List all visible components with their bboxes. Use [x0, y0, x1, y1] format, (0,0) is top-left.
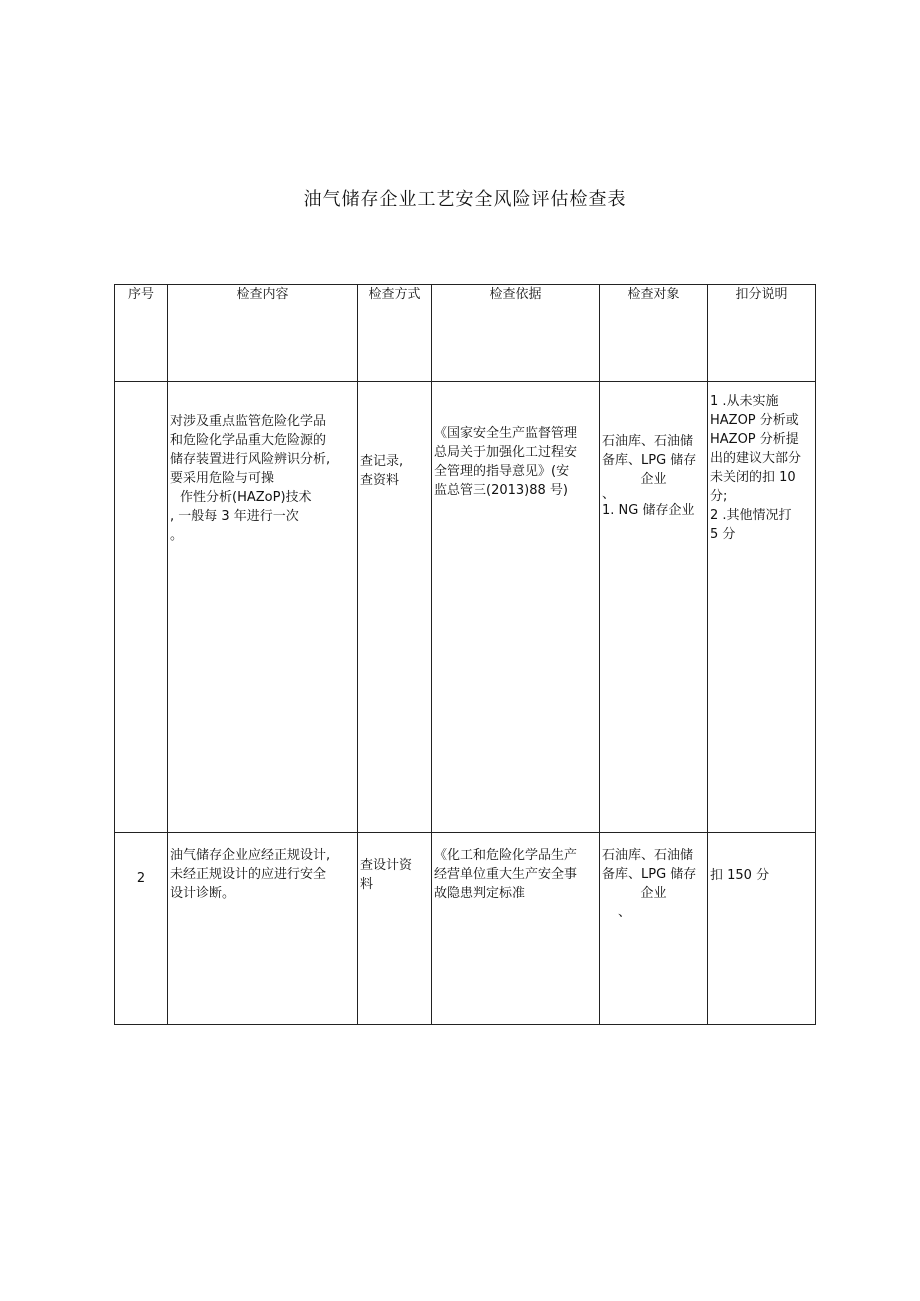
header-basis: 检查依据	[432, 285, 600, 382]
row2-deduction: 扣 150 分	[708, 833, 816, 1025]
header-target: 检查对象	[600, 285, 708, 382]
row2-target: 石油库、石油储 备库、LPG 储存 企业 、	[600, 833, 708, 1025]
row1-content: 对涉及重点监管危险化学品 和危险化学品重大危险源的 储存装置进行风险辨识分析, 要采用危险与可操 作性分析(HAZoP)技术 , 一般每 3 年进行一次 。	[168, 382, 358, 833]
row1-seq	[115, 382, 168, 833]
document-title: 油气储存企业工艺安全风险评估检查表	[303, 189, 627, 210]
row1-method: 查记录, 查资料	[358, 382, 432, 833]
row2-seq: 2	[115, 833, 168, 1025]
row1-basis: 《国家安全生产监督管理 总局关于加强化工过程安 全管理的指导意见》(安 监总管三(2013)88 号)	[432, 382, 600, 833]
row1-target: 石油库、石油储 备库、LPG 储存 企业 、 1. NG 储存企业	[600, 382, 708, 833]
header-seq: 序号	[115, 285, 168, 382]
table-row	[115, 833, 816, 1025]
header-deduction: 扣分说明	[708, 285, 816, 382]
inspection-table	[114, 284, 816, 1025]
row1-deduction: 1 .从未实施 HAZOP 分析或 HAZOP 分析提 出的建议大部分 未关闭的扣 10 分; 2 .其他情况打 5 分	[708, 382, 816, 833]
table-row	[115, 382, 816, 833]
header-method: 检查方式	[358, 285, 432, 382]
row2-content: 油气储存企业应经正规设计, 未经正规设计的应进行安全 设计诊断。	[168, 833, 358, 1025]
header-content: 检查内容	[168, 285, 358, 382]
row2-method: 查设计资 料	[358, 833, 432, 1025]
row2-basis: 《化工和危险化学品生产 经营单位重大生产安全事 故隐患判定标准	[432, 833, 600, 1025]
table-header-row	[115, 285, 816, 382]
